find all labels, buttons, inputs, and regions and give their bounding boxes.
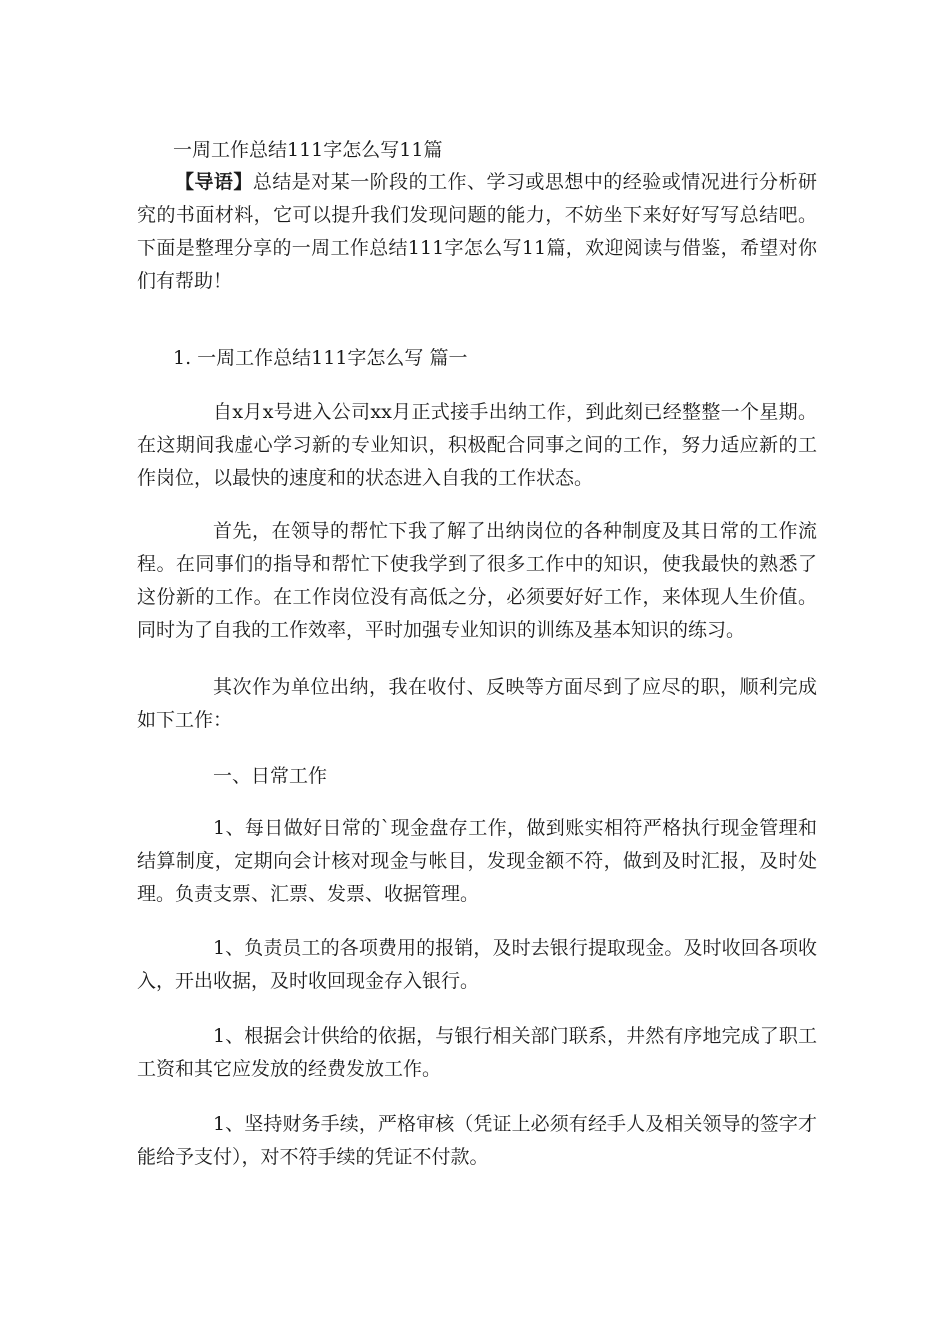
intro-text: 总结是对某一阶段的工作、学习或思想中的经验或情况进行分析研究的书面材料，它可以提升我们发现问题的能力，不妨坐下来好好写写总结吧。下面是整理分享的一周工作总结111字怎么写11篇，欢迎阅读与借鉴，希望对你们有帮助！ xyxy=(137,171,817,292)
paragraph: 首先，在领导的帮忙下我了解了出纳岗位的各种制度及其日常的工作流程。在同事们的指导和帮忙下使我学到了很多工作中的知识，使我最快的熟悉了这份新的工作。在工作岗位没有高低之分，必须要好好工作，来体现人生价值。同时为了自我的工作效率，平时加强专业知识的训练及基本知识的练习。 xyxy=(137,520,817,641)
paragraph: 其次作为单位出纳，我在收付、反映等方面尽到了应尽的职，顺利完成如下工作： xyxy=(137,676,817,731)
list-item: 1、每日做好日常的`现金盘存工作，做到账实相符严格执行现金管理和结算制度，定期向会计核对现金与帐目，发现金额不符，做到及时汇报，及时处理。负责支票、汇票、发票、收据管理。 xyxy=(137,817,817,905)
list-item: 1、根据会计供给的依据，与银行相关部门联系，井然有序地完成了职工工资和其它应发放的经费发放工作。 xyxy=(137,1025,817,1080)
section-heading: 1. 一周工作总结111字怎么写 篇一 xyxy=(173,347,468,369)
list-item: 1、坚持财务手续，严格审核（凭证上必须有经手人及相关领导的签字才能给予支付），对不符手续的凭证不付款。 xyxy=(137,1113,817,1168)
intro-tag: 【导语】 xyxy=(175,171,253,193)
subheading: 一、日常工作 xyxy=(213,765,328,787)
paragraph: 自x月x号进入公司xx月正式接手出纳工作，到此刻已经整整一个星期。在这期间我虚心学习新的专业知识，积极配合同事之间的工作，努力适应新的工作岗位，以最快的速度和的状态进入自我的工作状态。 xyxy=(137,401,817,489)
list-item: 1、负责员工的各项费用的报销，及时去银行提取现金。及时收回各项收入，开出收据，及时收回现金存入银行。 xyxy=(137,937,817,992)
document-title: 一周工作总结111字怎么写11篇 xyxy=(173,139,443,161)
intro-paragraph xyxy=(137,166,817,298)
